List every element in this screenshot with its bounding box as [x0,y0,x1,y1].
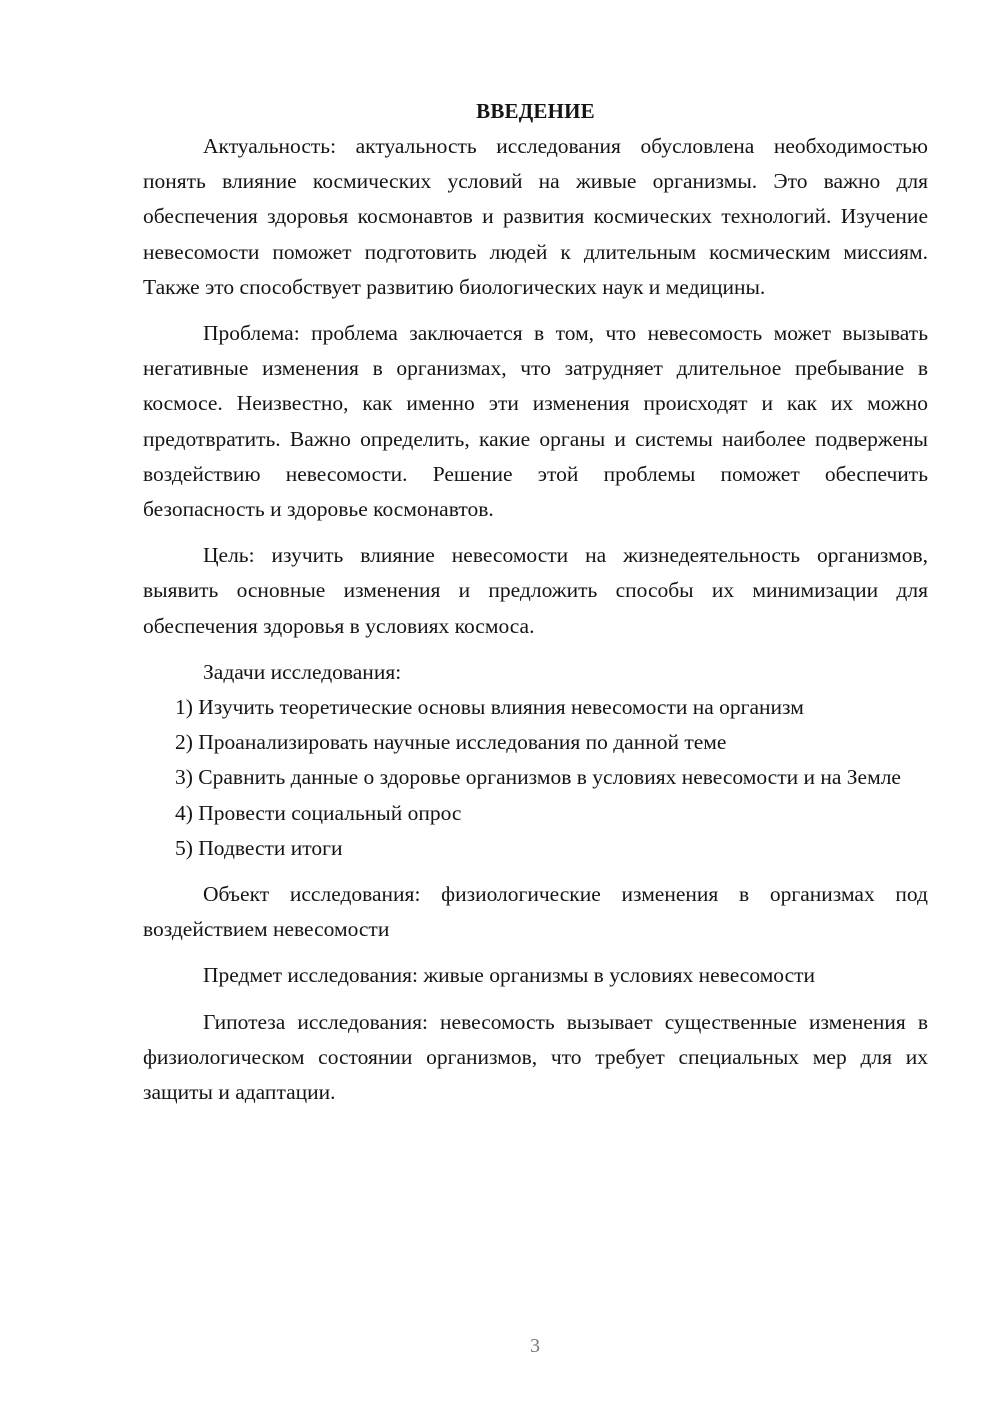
task-item: 2) Проанализировать научные исследования по данной теме [175,730,727,755]
subject-paragraph: Предмет исследования: живые организмы в условиях невесомости [203,963,816,988]
task-item: 4) Провести социальный опрос [175,800,462,825]
task-item: 3) Сравнить данные о здоровье организмов в условиях невесомости и на Земле [175,765,901,790]
task-item: 1) Изучить теоретические основы влияния невесомости на организм [175,695,804,720]
section-heading: ВВЕДЕНИЕ [476,99,595,123]
tasks-list [143,690,928,866]
tasks-title: Задачи исследования: [203,659,402,684]
goal-paragraph: Цель: изучить влияние невесомости на жизнедеятельность организмов, выявить основные изменения и предложить способы их минимизации для обеспечения здоровья в условиях космоса. [143,543,928,638]
page-number: 3 [530,1335,540,1357]
task-item: 5) Подвести итоги [175,835,343,860]
object-paragraph: Объект исследования: физиологические изменения в организмах под воздействием невесомости [143,882,928,942]
problem-paragraph: Проблема: проблема заключается в том, что невесомость может вызывать негативные изменения в организмах, что затрудняет длительное пребывание в космосе. Неизвестно, как именно эти изменения происходят и как их можно предотвратить. Важно определить, какие органы и системы наиболее подвержены воздействию невесомости. Решение этой проблемы поможет обеспечить безопасность и здоровье космонавтов. [143,321,928,522]
hypothesis-paragraph: Гипотеза исследования: невесомость вызывает существенные изменения в физиологическом состоянии организмов, что требует специальных мер для их защиты и адаптации. [143,1009,928,1105]
relevance-paragraph: Актуальность: актуальность исследования обусловлена необходимостью понять влияние космических условий на живые организмы. Это важно для обеспечения здоровья космонавтов и развития космических технологий. Изучение невесомости поможет подготовить людей к длительным космическим миссиям. Также это способствует развитию биологических наук и медицины. [143,134,928,299]
document-body [143,94,928,1110]
